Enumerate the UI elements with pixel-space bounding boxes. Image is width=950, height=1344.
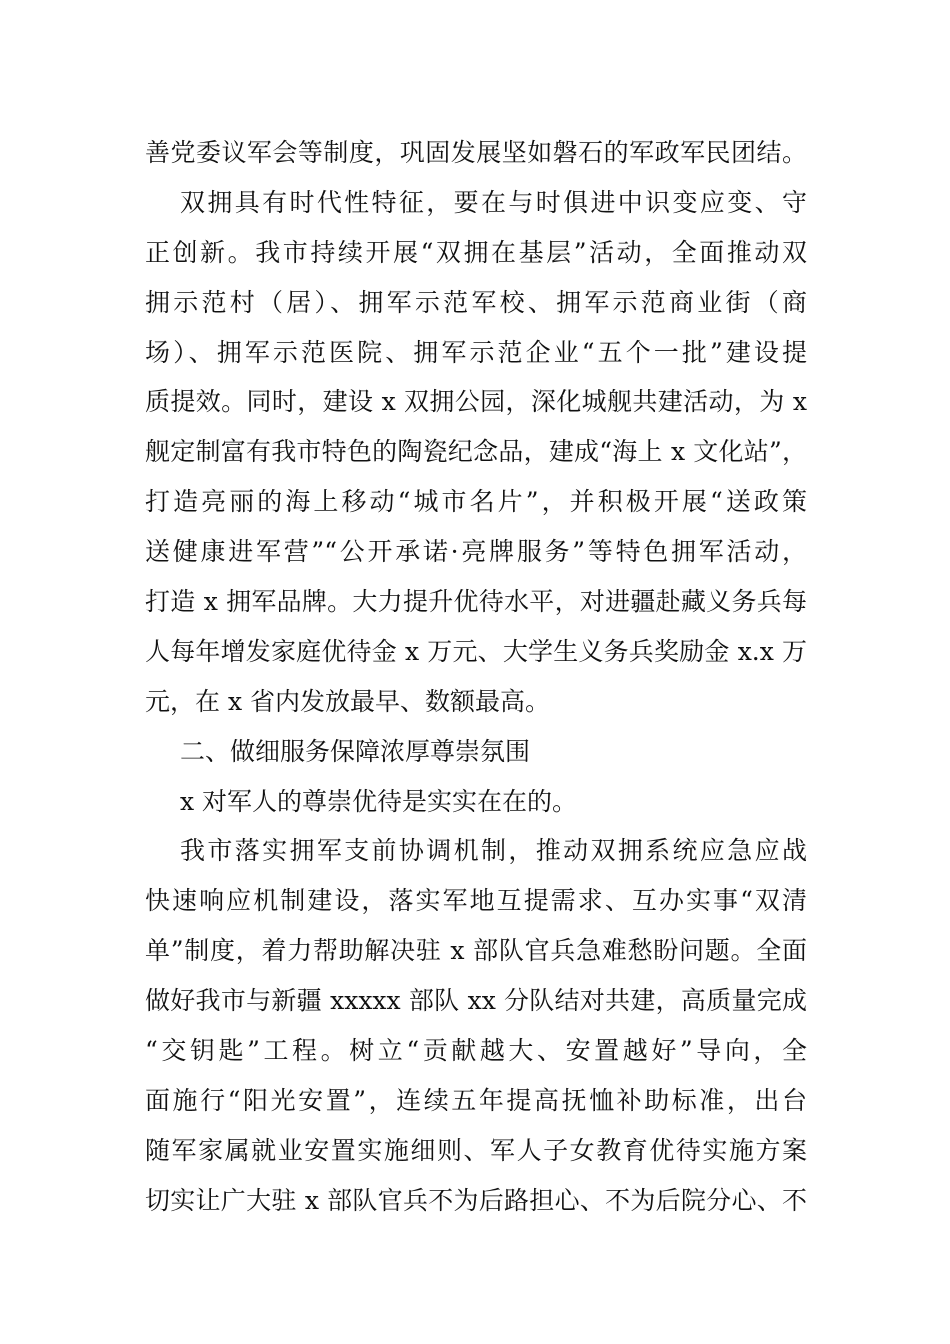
text-line: 场）、拥军示范医院、拥军示范企业“五个一批”建设提: [145, 337, 807, 367]
text-line: 面施行“阳光安置”，连续五年提高抚恤补助标准，出台: [145, 1085, 807, 1115]
text-line: 打造亮丽的海上移动“城市名片”，并积极开展“送政策: [145, 487, 807, 517]
text-line: 人每年增发家庭优待金 x 万元、大学生义务兵奖励金 x.x 万: [145, 636, 807, 666]
text-line: 打造 x 拥军品牌。大力提升优待水平，对进疆赴藏义务兵每: [145, 587, 807, 617]
text-line: 我市落实拥军支前协调机制，推动双拥系统应急应战: [180, 836, 807, 866]
text-line: 质提效。同时，建设 x 双拥公园，深化城舰共建活动，为 x: [145, 387, 807, 417]
text-line: 舰定制富有我市特色的陶瓷纪念品，建成“海上 x 文化站”，: [145, 437, 807, 467]
text-line: 拥示范村（居）、拥军示范军校、拥军示范商业街（商: [145, 287, 807, 317]
text-line: 善党委议军会等制度，巩固发展坚如磐石的军政军民团结。: [145, 138, 807, 167]
text-line: 切实让广大驻 x 部队官兵不为后路担心、不为后院分心、不: [145, 1185, 807, 1215]
text-line: 单”制度，着力帮助解决驻 x 部队官兵急难愁盼问题。全面: [145, 936, 807, 966]
text-line: 正创新。我市持续开展“双拥在基层”活动，全面推动双: [145, 237, 807, 267]
text-line: 送健康进军营”“公开承诺·亮牌服务”等特色拥军活动，: [145, 537, 807, 567]
text-line: 快速响应机制建设，落实军地互提需求、互办实事“双清: [145, 886, 807, 916]
text-line: 双拥具有时代性特征，要在与时俱进中识变应变、守: [180, 187, 807, 217]
text-line: x 对军人的尊崇优待是实实在在的。: [180, 786, 578, 816]
text-line: 随军家属就业安置实施细则、军人子女教育优待实施方案: [145, 1135, 807, 1165]
section-heading: 二、做细服务保障浓厚尊崇氛围: [180, 736, 531, 766]
text-line: 元，在 x 省内发放最早、数额最高。: [145, 686, 550, 716]
text-line: 做好我市与新疆 xxxxx 部队 xx 分队结对共建，高质量完成: [145, 986, 807, 1016]
document-page: [145, 128, 807, 1226]
text-line: “交钥匙”工程。树立“贡献越大、安置越好”导向，全: [145, 1036, 807, 1066]
